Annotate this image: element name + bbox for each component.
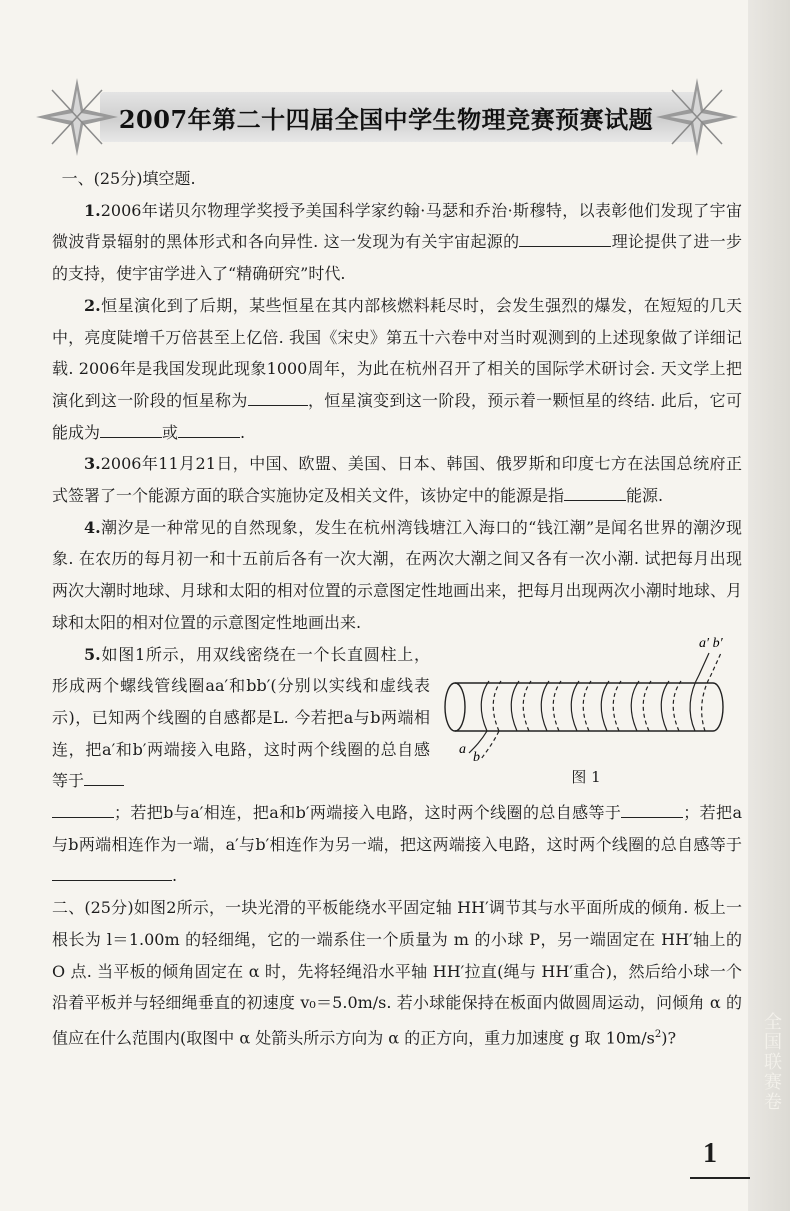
question-2 [52,290,742,449]
question-1-text-a: 2006年诺贝尔物理学奖授予美国科学家约翰·马瑟和乔治·斯穆特，以表彰他们发现了宇宙微波背景辐射的黑体形式和各向异性. 这一发现为有关宇宙起源的 [52,200,742,252]
question-5-blank-1b [52,801,114,818]
question-1 [52,195,742,290]
question-1-blank [519,230,611,247]
page-number: 1 [703,1138,717,1169]
question-1-number: 1. [84,200,101,220]
title-banner [30,76,742,158]
question-5-text-b: ；若把b与a′相连，把a和b′两端接入电路，这时两个线圈的总自感等于 [114,803,622,823]
side-tab [748,0,790,1211]
figure-1-label-top: a′ b′ [699,635,723,651]
figure-1-caption: 图 1 [571,767,601,786]
question-4-text: 潮汐是一种常见的自然现象，发生在杭州湾钱塘江入海口的“钱江潮”是闻名世界的潮汐现象. 在农历的每月初一和十五前后各有一次大潮，在两次大潮之间又各有一次小潮. 试把每月出现两次大潮时地球、月球和太阳的相对位置的示意图定性地画出来，把每月出现两次小潮时地球、月球和太阳的相对位置的示意图定性地画出来. [52,517,742,632]
question-5-blank-1a [84,769,124,786]
question-1-text-b: 理论提供了进一步的支持，使宇宙学进入了“精确研究”时代. [52,232,742,284]
question-5-text-a: 如图1所示，用双线密绕在一个长直圆柱上，形成两个螺线管线圈aa′和bb′(分别以实线和虚线表示)，已知两个线圈的自感都是L. 今若把a与b两端相连，把a′和b′两端接入电路，这时两个线圈的总自感等于 [52,644,430,791]
question-4-number: 4. [84,517,101,537]
figure-1-label-a: a [459,741,466,757]
question-2-blank-3 [178,421,240,438]
question-2-text-d: . [240,422,246,442]
question-4 [52,512,742,639]
question-5-blank-2 [621,801,683,818]
question-5-blank-3 [52,864,172,881]
page-number-rule [690,1177,750,1179]
question-2-blank-2 [100,421,162,438]
side-tab-label: 全国联赛卷 [761,1012,782,1112]
figure-1-label-b: b [473,749,480,761]
question-2-text-a: 恒星演化到了后期，某些恒星在其内部核燃料耗尽时，会发生强烈的爆发，在短短的几天中，亮度陡增千万倍甚至上亿倍. 我国《宋史》第五十六卷中对当时观测到的上述现象做了详细记载. 2006年是我国发现此现象1000周年，为此在杭州召开了相关的国际学术研讨会. 天文学上把演化到这一阶段的恒星称为 [52,295,742,410]
question-3 [52,448,742,511]
question-5 [52,639,430,798]
question-3-blank [564,484,626,501]
question-3-text-a: 2006年11月21日，中国、欧盟、美国、日本、韩国、俄罗斯和印度七方在法国总统府正式签署了一个能源方面的联合实施协定及相关文件，该协定中的能源是指 [52,454,742,506]
page-title: 2007年第二十四届全国中学生物理竞赛预赛试题 [118,105,654,134]
section-2-superscript: 2 [654,1028,662,1040]
question-5-text-c: ；若把a与b两端相连作为一端，a′与b′相连作为另一端，把这两端接入电路，这时两个线圈的总自感等于 [52,803,742,854]
question-2-text-b: ，恒星演变到这一阶段，预示着一颗恒星的终结. 此后，它可能成为 [52,390,742,442]
question-5-number: 5. [84,644,101,664]
section-1-heading: 一、(25分)填空题. [61,169,196,188]
section-2-question [52,892,742,1054]
question-3-text-b: 能源. [626,486,664,506]
question-2-blank-1 [248,389,308,406]
section-2-text-a: 二、(25分)如图2所示，一块光滑的平板能绕水平固定轴 HH′调节其与水平面所成的倾角. 板上一根长为 l＝1.00m 的轻细绳，它的一端系住一个质量为 m 的小球 P，另一端固定在 HH′轴上的 O 点. 当平板的倾角固定在 α 时，先将轻绳沿水平轴 HH′拉直(绳与 HH′重合)，然后给小球一个沿着平板并与轻细绳垂直的初速度 v₀＝5.0m/s. 若小球能保持在板面内做圆周运动，问倾角 α 的值应在什么范围内(取图中 α 处箭头所示方向为 α 的正方向，重力加速度 g 取 10m/s [52,898,742,1048]
question-5-text-column [52,639,430,798]
question-3-number: 3. [84,454,101,474]
figure-1 [430,635,742,798]
question-5-text-d: . [172,866,178,886]
question-2-number: 2. [84,295,101,315]
question-2-text-c: 或 [162,422,179,442]
question-5-continued [52,797,742,892]
solenoid-diagram [427,631,747,761]
exam-content [52,163,742,1054]
question-5-block [52,635,742,798]
section-2-text-b: )? [661,1028,677,1048]
